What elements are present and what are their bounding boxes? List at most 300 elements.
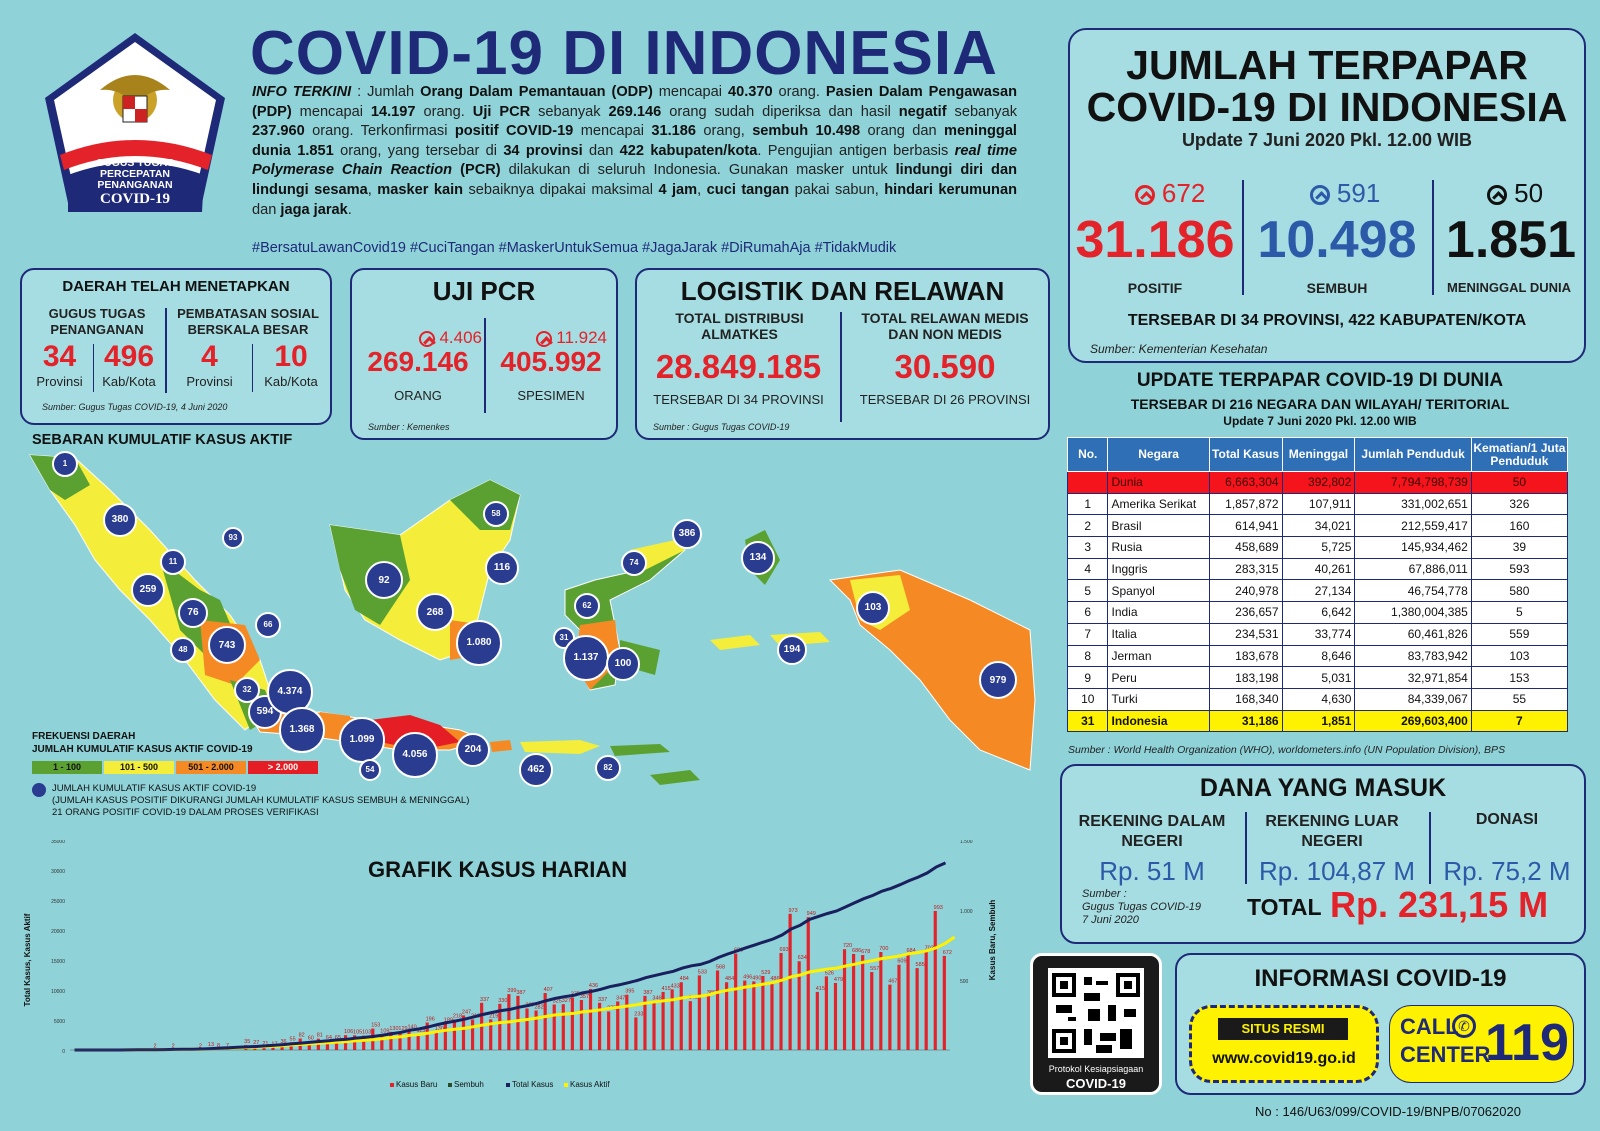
jumlah-tersebar: TERSEBAR DI 34 PROVINSI, 422 KABUPATEN/KOTA bbox=[1127, 312, 1527, 329]
table-cell: 580 bbox=[1471, 580, 1567, 602]
table-cell: Rusia bbox=[1108, 537, 1209, 559]
table-header: No. bbox=[1068, 438, 1108, 472]
bar-data-label: 484 bbox=[725, 976, 735, 983]
table-cell: 6,642 bbox=[1282, 602, 1355, 624]
world-table bbox=[1067, 437, 1568, 732]
positif-label: POSITIF bbox=[1127, 280, 1183, 296]
map-bubble: 103 bbox=[856, 591, 890, 625]
map-bubble: 62 bbox=[574, 593, 601, 620]
bar-data-label: 347 bbox=[616, 995, 626, 1002]
bar-data-label: 529 bbox=[761, 969, 771, 976]
table-cell: 1,857,872 bbox=[1209, 493, 1282, 515]
pcr-source: Sumber : Kemenkes bbox=[368, 422, 450, 432]
map-bubble: 380 bbox=[103, 503, 137, 537]
map-bubble: 979 bbox=[979, 661, 1017, 699]
logistik-value-1: 28.849.185 bbox=[655, 348, 822, 385]
logistik-source: Sumber : Gugus Tugas COVID-19 bbox=[653, 422, 790, 432]
bar-kasus-baru bbox=[743, 981, 746, 1050]
table-cell: Turki bbox=[1108, 688, 1209, 710]
table-row bbox=[1068, 537, 1568, 559]
table-cell: 8 bbox=[1068, 645, 1108, 667]
world-source: Sumber : World Health Organization (WHO), worldometers.info (UN Population Division), BPS bbox=[1068, 744, 1506, 756]
table-cell: 8,646 bbox=[1282, 645, 1355, 667]
bar-kasus-baru bbox=[589, 989, 592, 1050]
table-cell: 39 bbox=[1471, 537, 1567, 559]
bar-data-label: 433 bbox=[670, 983, 680, 990]
bar-data-label: 60 bbox=[307, 1035, 314, 1042]
map-bubble: 1.099 bbox=[339, 717, 385, 763]
bar-data-label: 81 bbox=[316, 1032, 323, 1039]
table-cell: 183,678 bbox=[1209, 645, 1282, 667]
dana-total-value: Rp. 231,15 M bbox=[1330, 884, 1549, 925]
bar-data-label: 700 bbox=[879, 946, 889, 952]
table-cell: 31 bbox=[1068, 710, 1108, 732]
table-cell: Indonesia bbox=[1108, 710, 1209, 732]
world-subtitle: TERSEBAR DI 216 NEGARA DAN WILAYAH/ TERITORIAL bbox=[1130, 396, 1510, 412]
meninggal-delta bbox=[1450, 178, 1580, 209]
table-cell: 1,851 bbox=[1282, 710, 1355, 732]
y-tick-label: 25000 bbox=[51, 899, 65, 905]
bar-data-label: 609 bbox=[897, 958, 907, 965]
bar-kasus-baru bbox=[625, 995, 628, 1050]
pcr-spes-delta-value: 11.924 bbox=[556, 328, 607, 347]
bar-kasus-baru bbox=[580, 1000, 583, 1050]
logo-line-4: COVID-19 bbox=[100, 191, 170, 207]
arrow-up-icon bbox=[419, 331, 435, 347]
map-title: SEBARAN KUMULATIF KASUS AKTIF bbox=[32, 432, 293, 448]
table-cell: 9 bbox=[1068, 667, 1108, 689]
table-cell: 46,754,778 bbox=[1355, 580, 1471, 602]
bar-kasus-baru bbox=[779, 953, 782, 1050]
legend-swatch-2: 101 - 500 bbox=[104, 761, 174, 774]
logo-line-1: GUGUS TUGAS bbox=[95, 157, 175, 169]
bar-data-label: 13 bbox=[207, 1042, 215, 1049]
bar-data-label: 2 bbox=[171, 1043, 175, 1050]
gt-prov-label: Provinsi bbox=[36, 374, 83, 389]
y-tick-label: 15000 bbox=[51, 959, 65, 965]
table-cell: 50 bbox=[1471, 472, 1567, 494]
bar-data-label: 189 bbox=[443, 1017, 453, 1024]
bar-data-label: 678 bbox=[861, 949, 871, 956]
situs-resmi-link[interactable] bbox=[1189, 1005, 1379, 1083]
map-bubble: 54 bbox=[359, 759, 382, 782]
map-bubble: 82 bbox=[595, 755, 622, 782]
bar-kasus-baru bbox=[852, 954, 855, 1050]
table-cell: 60,461,826 bbox=[1355, 623, 1471, 645]
bar-data-label: 490 bbox=[752, 975, 762, 982]
table-row bbox=[1068, 493, 1568, 515]
bar-kasus-baru bbox=[770, 982, 773, 1050]
situs-resmi-label: SITUS RESMI bbox=[1218, 1018, 1348, 1040]
logistik-value-2: 30.590 bbox=[894, 348, 996, 385]
bar-data-label: 282 bbox=[534, 1004, 544, 1011]
map-bubble: 743 bbox=[208, 626, 246, 664]
bar-data-label: 109 bbox=[380, 1028, 390, 1035]
bubble-legend-icon bbox=[32, 783, 46, 797]
bubble-note-2: (JUMLAH KASUS POSITIF DIKURANGI JUMLAH KUMULATIF KASUS SEMBUH & MENINGGAL) bbox=[52, 795, 470, 806]
bar-kasus-baru bbox=[634, 1017, 637, 1050]
daerah-panel bbox=[20, 268, 332, 425]
bar-data-label: 349 bbox=[688, 995, 698, 1002]
table-cell: 4 bbox=[1068, 558, 1108, 580]
map-bubble: 594 bbox=[248, 695, 282, 729]
table-row bbox=[1068, 710, 1568, 732]
dana-source-1: Sumber : bbox=[1082, 888, 1127, 900]
bar-data-label: 407 bbox=[543, 987, 553, 994]
table-cell: 1,380,004,385 bbox=[1355, 602, 1471, 624]
bar-kasus-baru bbox=[734, 954, 737, 1050]
y-tick-label: 5000 bbox=[53, 1019, 65, 1025]
bar-data-label: 479 bbox=[833, 976, 844, 983]
bar-kasus-baru bbox=[525, 1008, 528, 1050]
logo-line-2: PERCEPATAN bbox=[99, 168, 170, 180]
bar-kasus-baru bbox=[698, 975, 701, 1050]
meninggal-delta-value: 50 bbox=[1514, 178, 1544, 208]
situs-url[interactable]: www.covid19.go.id bbox=[1212, 1050, 1356, 1067]
bar-kasus-baru bbox=[861, 955, 864, 1050]
dana-value-1: Rp. 51 M bbox=[1099, 856, 1205, 886]
table-cell: 1 bbox=[1068, 493, 1108, 515]
table-cell: Jerman bbox=[1108, 645, 1209, 667]
bar-kasus-baru bbox=[435, 1032, 438, 1050]
dana-label-1: REKENING DALAM NEGERI bbox=[1078, 813, 1226, 850]
qr-code-icon[interactable] bbox=[1048, 968, 1144, 1058]
table-cell: Inggris bbox=[1108, 558, 1209, 580]
jumlah-update: Update 7 Juni 2020 Pkl. 12.00 WIB bbox=[1181, 130, 1473, 150]
bar-data-label: 55 bbox=[289, 1036, 296, 1043]
map-bubble: 1.080 bbox=[456, 620, 502, 666]
table-row bbox=[1068, 558, 1568, 580]
qr-caption-1: Protokol Kesiapsiagaan bbox=[1048, 1064, 1144, 1074]
table-cell: 32,971,854 bbox=[1355, 667, 1471, 689]
psbb-prov: 4 bbox=[201, 340, 218, 373]
table-cell: 3 bbox=[1068, 537, 1108, 559]
arrow-up-icon bbox=[1310, 185, 1330, 205]
bar-kasus-baru bbox=[906, 954, 909, 1050]
meninggal-label: MENINGGAL DUNIA bbox=[1447, 280, 1571, 295]
table-cell: 7 bbox=[1068, 623, 1108, 645]
bar-data-label: 327 bbox=[561, 998, 571, 1005]
dana-source-3: 7 Juni 2020 bbox=[1082, 914, 1139, 926]
psbb-kab: 10 bbox=[274, 340, 308, 373]
sembuh-label: SEMBUH bbox=[1306, 280, 1368, 296]
dana-source bbox=[1082, 888, 1242, 927]
dana-source-2: Gugus Tugas COVID-19 bbox=[1082, 901, 1202, 913]
bar-kasus-baru bbox=[652, 1002, 655, 1050]
qr-card[interactable] bbox=[1030, 953, 1162, 1095]
table-cell: 107,911 bbox=[1282, 493, 1355, 515]
bar-data-label: 949 bbox=[806, 911, 816, 918]
map-bubble: 1 bbox=[52, 451, 79, 478]
y-tick-label: 0 bbox=[62, 1049, 65, 1055]
legend-swatch bbox=[506, 1083, 510, 1087]
psbb-label: PEMBATASAN SOSIAL BERSKALA BESAR bbox=[177, 306, 319, 337]
legend-label: Kasus Aktif bbox=[570, 1080, 610, 1089]
dana-label-2: REKENING LUAR NEGERI bbox=[1265, 813, 1399, 850]
bar-kasus-baru bbox=[707, 996, 710, 1050]
bar-data-label: 703 bbox=[924, 945, 934, 952]
divider bbox=[1432, 180, 1434, 295]
map-bubble: 386 bbox=[672, 519, 702, 549]
table-cell: 7,794,798,739 bbox=[1355, 472, 1471, 494]
bar-data-label: 993 bbox=[933, 904, 943, 911]
meninggal-value: 1.851 bbox=[1445, 211, 1577, 269]
bar-kasus-baru bbox=[571, 998, 574, 1051]
phone-icon: ✆ bbox=[1452, 1014, 1476, 1038]
table-cell: 34,021 bbox=[1282, 515, 1355, 537]
info-terkini: INFO TERKINI : Jumlah Orang Dalam Pemantauan (ODP) mencapai 40.370 orang. Pasien Dalam Pengawasan (PDP) mencapai 14.197 orang. Uji PCR sebanyak 269.146 orang sudah diperiksa dan hasil negatif sebanyak 237.960 orang. Terkonfirmasi positif COVID-19 mencapai 31.186 orang, sembuh 10.498 orang dan meninggal dunia 1.851 orang, yang tersebar di 34 provinsi dan 422 kabupaten/kota. Pengujian antigen berbasis real time Polymerase Chain Reaction (PCR) dilakukan di seluruh Indonesia. Gunakan masker untuk lindungi diri dan lindungi sesama, masker kain sebaiknya dipakai maksimal 4 jam, cuci tangan pakai sabun, hindari kerumunan dan jaga jarak. bbox=[252, 84, 1018, 218]
bar-kasus-baru bbox=[380, 1035, 383, 1050]
bar-data-label: 233 bbox=[634, 1011, 644, 1018]
map-bubble: 93 bbox=[222, 527, 245, 550]
legend-swatch bbox=[448, 1083, 452, 1087]
psbb-kab-label: Kab/Kota bbox=[264, 374, 318, 389]
daily-cases-chart bbox=[10, 840, 1000, 1108]
jumlah-source: Sumber: Kementerian Kesehatan bbox=[1090, 342, 1268, 356]
bar-kasus-baru bbox=[888, 985, 891, 1050]
y-tick-label: 20000 bbox=[51, 929, 65, 935]
bar-kasus-baru bbox=[271, 1048, 274, 1050]
bar-kasus-baru bbox=[816, 992, 819, 1050]
table-cell: 160 bbox=[1471, 515, 1567, 537]
gt-kab-label: Kab/Kota bbox=[102, 374, 156, 389]
bar-kasus-baru bbox=[407, 1030, 410, 1050]
logistik-sub-2: TERSEBAR DI 26 PROVINSI bbox=[859, 392, 1031, 407]
bar-data-label: 399 bbox=[507, 988, 517, 995]
bar-data-label: 129 bbox=[398, 1025, 408, 1032]
table-cell bbox=[1068, 472, 1108, 494]
jumlah-title-2: COVID-19 DI INDONESIA bbox=[1086, 84, 1568, 130]
bar-data-label: 357 bbox=[579, 994, 590, 1001]
map-bubble: 58 bbox=[483, 501, 510, 528]
bar-kasus-baru bbox=[761, 976, 764, 1050]
legend-label: Sembuh bbox=[454, 1080, 484, 1089]
bar-kasus-baru bbox=[825, 976, 828, 1050]
pcr-spes: 405.992 bbox=[500, 346, 602, 377]
jumlah-terpapar-panel bbox=[1068, 28, 1586, 363]
map-bubble: 74 bbox=[621, 550, 648, 577]
table-cell: 103 bbox=[1471, 645, 1567, 667]
legend-title-2: JUMLAH KUMULATIF KASUS AKTIF COVID-19 bbox=[32, 744, 253, 755]
chart-title: GRAFIK KASUS HARIAN bbox=[368, 857, 628, 882]
bar-data-label: 634 bbox=[797, 955, 807, 962]
table-row bbox=[1068, 602, 1568, 624]
map-bubble: 31 bbox=[553, 627, 576, 650]
bar-data-label: 375 bbox=[570, 991, 580, 998]
sembuh-value: 10.498 bbox=[1257, 211, 1417, 269]
arrow-up-icon bbox=[1135, 185, 1155, 205]
y-tick-label: 10000 bbox=[51, 989, 65, 995]
bar-data-label: 484 bbox=[679, 976, 689, 983]
gt-kab: 496 bbox=[103, 340, 155, 373]
table-cell: 84,339,067 bbox=[1355, 688, 1471, 710]
pcr-orang-delta-value: 4.406 bbox=[439, 328, 482, 347]
divider bbox=[1242, 180, 1244, 295]
table-cell: 331,002,651 bbox=[1355, 493, 1471, 515]
map-bubble: 134 bbox=[741, 541, 775, 575]
bar-data-label: 415 bbox=[661, 985, 671, 992]
table-cell: 6 bbox=[1068, 602, 1108, 624]
y2-tick-label: 1.000 bbox=[960, 909, 973, 915]
map-bubble: 92 bbox=[365, 561, 403, 599]
bar-data-label: 218 bbox=[470, 1013, 481, 1020]
bar-data-label: 140 bbox=[407, 1024, 417, 1031]
bar-data-label: 2 bbox=[153, 1043, 157, 1050]
table-header: Jumlah Penduduk bbox=[1355, 438, 1471, 472]
bar-data-label: 21 bbox=[262, 1041, 269, 1048]
informasi-title: INFORMASI COVID-19 bbox=[1254, 965, 1507, 992]
table-row bbox=[1068, 645, 1568, 667]
bar-data-label: 7 bbox=[226, 1043, 230, 1050]
bar-data-label: 103 bbox=[362, 1029, 372, 1036]
table-cell: Amerika Serikat bbox=[1108, 493, 1209, 515]
pcr-title: UJI PCR bbox=[432, 276, 536, 306]
bar-kasus-baru bbox=[607, 1012, 610, 1051]
table-cell: 40,261 bbox=[1282, 558, 1355, 580]
bar-data-label: 526 bbox=[824, 970, 834, 977]
table-cell: 392,802 bbox=[1282, 472, 1355, 494]
y-axis-label: Total Kasus, Kasus Aktif bbox=[23, 913, 32, 1007]
bar-data-label: 568 bbox=[715, 964, 726, 971]
map-bubble: 194 bbox=[777, 635, 807, 665]
table-cell: 168,340 bbox=[1209, 688, 1282, 710]
bar-data-label: 17 bbox=[271, 1041, 278, 1048]
bar-data-label: 65 bbox=[334, 1034, 342, 1041]
bar-kasus-baru bbox=[444, 1024, 447, 1050]
bar-kasus-baru bbox=[553, 1005, 556, 1051]
table-cell: 269,603,400 bbox=[1355, 710, 1471, 732]
table-cell: India bbox=[1108, 602, 1209, 624]
table-header: Total Kasus bbox=[1209, 438, 1282, 472]
table-cell: 10 bbox=[1068, 688, 1108, 710]
bar-data-label: 330 bbox=[498, 997, 508, 1004]
bar-data-label: 720 bbox=[842, 943, 853, 950]
bar-kasus-baru bbox=[834, 983, 837, 1050]
bar-data-label: 486 bbox=[770, 975, 780, 982]
bar-kasus-baru bbox=[417, 1034, 420, 1050]
legend-label: Kasus Baru bbox=[396, 1080, 438, 1089]
bar-data-label: 275 bbox=[607, 1005, 617, 1012]
bar-data-label: 686 bbox=[852, 947, 862, 954]
pcr-orang-label: ORANG bbox=[394, 388, 442, 403]
call-center-button[interactable] bbox=[1389, 1005, 1574, 1083]
map-bubble: 116 bbox=[485, 551, 519, 585]
bar-kasus-baru bbox=[916, 968, 919, 1050]
table-cell: 236,657 bbox=[1209, 602, 1282, 624]
legend-swatch bbox=[390, 1083, 394, 1087]
bar-data-label: 8 bbox=[216, 1042, 221, 1049]
table-cell: Italia bbox=[1108, 623, 1209, 645]
bar-kasus-baru bbox=[897, 965, 900, 1050]
bar-data-label: 973 bbox=[788, 907, 798, 914]
world-update: Update 7 Juni 2020 Pkl. 12.00 WIB bbox=[1223, 414, 1417, 428]
map-bubble: 48 bbox=[170, 637, 197, 664]
bar-data-label: 218 bbox=[452, 1013, 463, 1020]
bar-kasus-baru bbox=[680, 982, 683, 1050]
table-cell: 31,186 bbox=[1209, 710, 1282, 732]
jumlah-title-1: JUMLAH TERPAPAR bbox=[1126, 42, 1528, 88]
legend-label: Total Kasus bbox=[512, 1080, 554, 1089]
table-cell: 240,978 bbox=[1209, 580, 1282, 602]
bar-kasus-baru bbox=[934, 911, 937, 1050]
map-bubble: 100 bbox=[606, 647, 640, 681]
legend-swatch-4: > 2.000 bbox=[248, 761, 318, 774]
divider bbox=[252, 344, 253, 392]
dana-title: DANA YANG MASUK bbox=[1199, 774, 1447, 802]
map-bubble: 4.374 bbox=[267, 669, 313, 715]
pcr-orang: 269.146 bbox=[367, 346, 469, 377]
map-legend bbox=[32, 730, 469, 819]
map-bubble: 1.137 bbox=[563, 635, 609, 681]
dana-label-3: DONASI bbox=[1475, 811, 1539, 828]
page-title: COVID-19 DI INDONESIA bbox=[250, 19, 998, 88]
pcr-spes-label: SPESIMEN bbox=[517, 388, 585, 403]
bar-data-label: 36 bbox=[280, 1038, 287, 1045]
bar-data-label: 387 bbox=[643, 989, 653, 996]
bar-kasus-baru bbox=[398, 1032, 401, 1050]
bar-data-label: 585 bbox=[915, 962, 925, 969]
y-tick-label: 30000 bbox=[51, 869, 65, 875]
table-cell: 326 bbox=[1471, 493, 1567, 515]
table-cell: 283,315 bbox=[1209, 558, 1282, 580]
uji-pcr-panel bbox=[350, 268, 618, 440]
bar-data-label: 35 bbox=[244, 1039, 251, 1046]
y2-axis-label: Kasus Baru, Sembuh bbox=[988, 899, 997, 981]
bar-data-label: 337 bbox=[598, 996, 608, 1003]
table-header: Kematian/1 Juta Penduduk bbox=[1471, 438, 1567, 472]
y2-tick-label: 500 bbox=[960, 979, 969, 985]
bar-data-label: 386 bbox=[706, 989, 717, 996]
bar-kasus-baru bbox=[453, 1019, 456, 1050]
y-tick-label: 35000 bbox=[51, 840, 65, 845]
map-bubble: 4.056 bbox=[392, 732, 438, 778]
logo-line-3: PENANGANAN bbox=[97, 179, 173, 191]
legend-title-1: FREKUENSI DAERAH bbox=[32, 731, 136, 742]
bar-data-label: 467 bbox=[888, 978, 898, 985]
table-cell: Dunia bbox=[1108, 472, 1209, 494]
bar-kasus-baru bbox=[789, 914, 792, 1050]
table-cell: 5 bbox=[1068, 580, 1108, 602]
table-cell: 7 bbox=[1471, 710, 1567, 732]
table-cell: 145,934,462 bbox=[1355, 537, 1471, 559]
table-row bbox=[1068, 472, 1568, 494]
bar-kasus-baru bbox=[943, 956, 946, 1050]
bar-kasus-baru bbox=[689, 1001, 692, 1050]
bar-kasus-baru bbox=[925, 952, 928, 1050]
bar-data-label: 130 bbox=[389, 1025, 399, 1032]
informasi-panel bbox=[1175, 953, 1586, 1095]
bar-data-label: 113 bbox=[416, 1028, 426, 1035]
bar-kasus-baru bbox=[807, 917, 810, 1050]
positif-delta bbox=[1090, 178, 1250, 209]
logistik-label-2: TOTAL RELAWAN MEDIS DAN NON MEDIS bbox=[861, 310, 1029, 342]
table-cell: 33,774 bbox=[1282, 623, 1355, 645]
table-header: Meninggal bbox=[1282, 438, 1355, 472]
sembuh-delta bbox=[1270, 178, 1420, 209]
logistik-label-1: TOTAL DISTRIBUSI ALMATKES bbox=[675, 310, 804, 342]
map-bubble: 204 bbox=[456, 733, 490, 767]
dana-value-3: Rp. 75,2 M bbox=[1443, 856, 1571, 886]
bar-data-label: 533 bbox=[697, 969, 707, 976]
dana-panel bbox=[1060, 764, 1586, 944]
bar-data-label: 436 bbox=[588, 982, 599, 989]
bar-data-label: 693 bbox=[779, 946, 789, 953]
table-row bbox=[1068, 580, 1568, 602]
table-cell: Spanyol bbox=[1108, 580, 1209, 602]
gt-label: GUGUS TUGAS PENANGANAN bbox=[48, 306, 146, 337]
table-cell: 67,886,011 bbox=[1355, 558, 1471, 580]
table-row bbox=[1068, 667, 1568, 689]
